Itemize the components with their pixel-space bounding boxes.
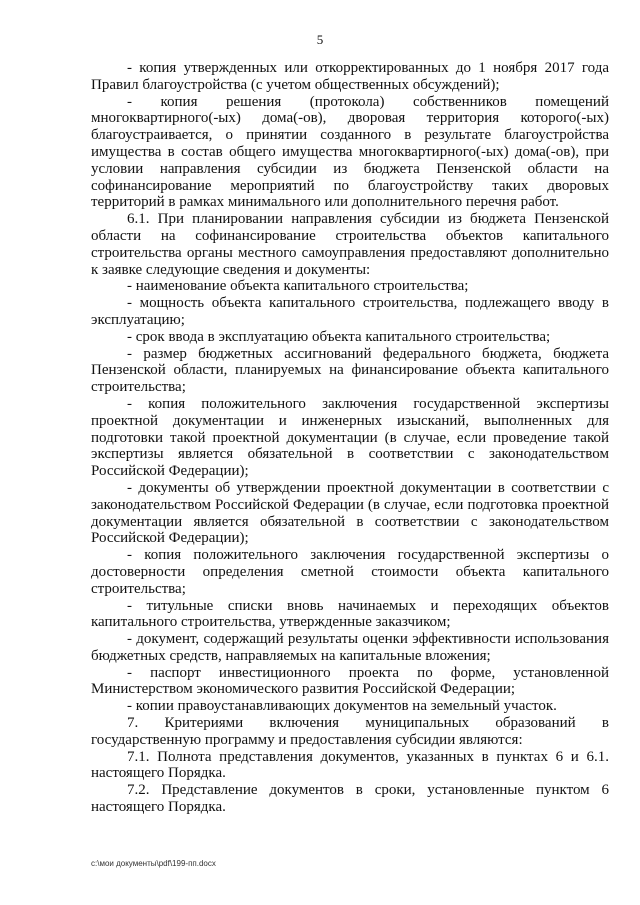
paragraph-6-1: 6.1. При планировании направления субсидии из бюджета Пензенской области на софинансирование строительства объектов капитального строительства органы местного самоуправления предоставляют дополнительно к заявке следующие сведения и документы:: [91, 211, 609, 278]
paragraph-project-approval: - документы об утверждении проектной документации в соответствии с законодательством Российской Федерации (в случае, если подготовка проектной документации является обязательной в соответствии с законодательством Российской Федерации);: [91, 479, 609, 547]
paragraph-7-1: 7.1. Полнота представления документов, указанных в пунктах 6 и 6.1. настоящего Порядка.: [91, 748, 609, 782]
page-number: 5: [316, 32, 324, 47]
paragraph-commissioning-date: - срок ввода в эксплуатацию объекта капитального строительства;: [127, 328, 551, 345]
paragraph-cost-reliability: - копия положительного заключения государственной экспертизы о достоверности определения сметной стоимости объекта капитального строительства;: [91, 547, 609, 597]
paragraph-rules-copy: - копия утвержденных или откорректированных до 1 ноября 2017 года Правил благоустройства (с учетом общественных обсуждений);: [91, 60, 609, 93]
paragraph-7-2: 7.2. Представление документов в сроки, установленные пунктом 6 настоящего Порядка.: [91, 782, 609, 816]
paragraph-investment-passport: - паспорт инвестиционного проекта по форме, установленной Министерством экономического развития Российской Федерации;: [91, 664, 609, 698]
paragraph-owners-decision: - копия решения (протокола) собственников помещений многоквартирного(-ых) дома(-ов), дворовая территория которого(-ых) благоустраивается, о принятии созданного в результате благоустройства имущества в состав общего имущества многоквартирного(-ых) дома(-ов), при условии направления субсидии из бюджета Пензенской области на софинансирование мероприятий по благоустройству таких дворовых территорий в рамках минимального или дополнительного перечня работ.: [91, 93, 609, 211]
paragraph-title-lists: - титульные списки вновь начинаемых и переходящих объектов капитального строительства, утвержденные заказчиком;: [91, 597, 609, 631]
footer-file-path: c:\мои документы\pdf\199-пп.docx: [91, 859, 216, 868]
paragraph-expertise-conclusion: - копия положительного заключения государственной экспертизы проектной документации и инженерных изысканий, выполненных для подготовки такой проектной документации (в случае, если проведение такой экспертизы является обязательной в соответствии с законодательством Российской Федерации);: [91, 395, 609, 480]
document-body: [91, 60, 609, 816]
paragraph-7-criteria: 7. Критериями включения муниципальных образований в государственную программу и предоставления субсидии являются:: [91, 715, 609, 748]
paragraph-object-capacity: - мощность объекта капитального строительства, подлежащего вводу в эксплуатацию;: [91, 295, 609, 328]
paragraph-land-documents: - копии правоустанавливающих документов на земельный участок.: [127, 698, 557, 715]
paragraph-budget-allocations: - размер бюджетных ассигнований федерального бюджета, бюджета Пензенской области, планируемых на финансирование объекта капитального строительства;: [91, 345, 609, 396]
paragraph-object-name: - наименование объекта капитального строительства;: [127, 278, 469, 295]
paragraph-efficiency-assessment: - документ, содержащий результаты оценки эффективности использования бюджетных средств, направляемых на капитальные вложения;: [91, 631, 609, 664]
